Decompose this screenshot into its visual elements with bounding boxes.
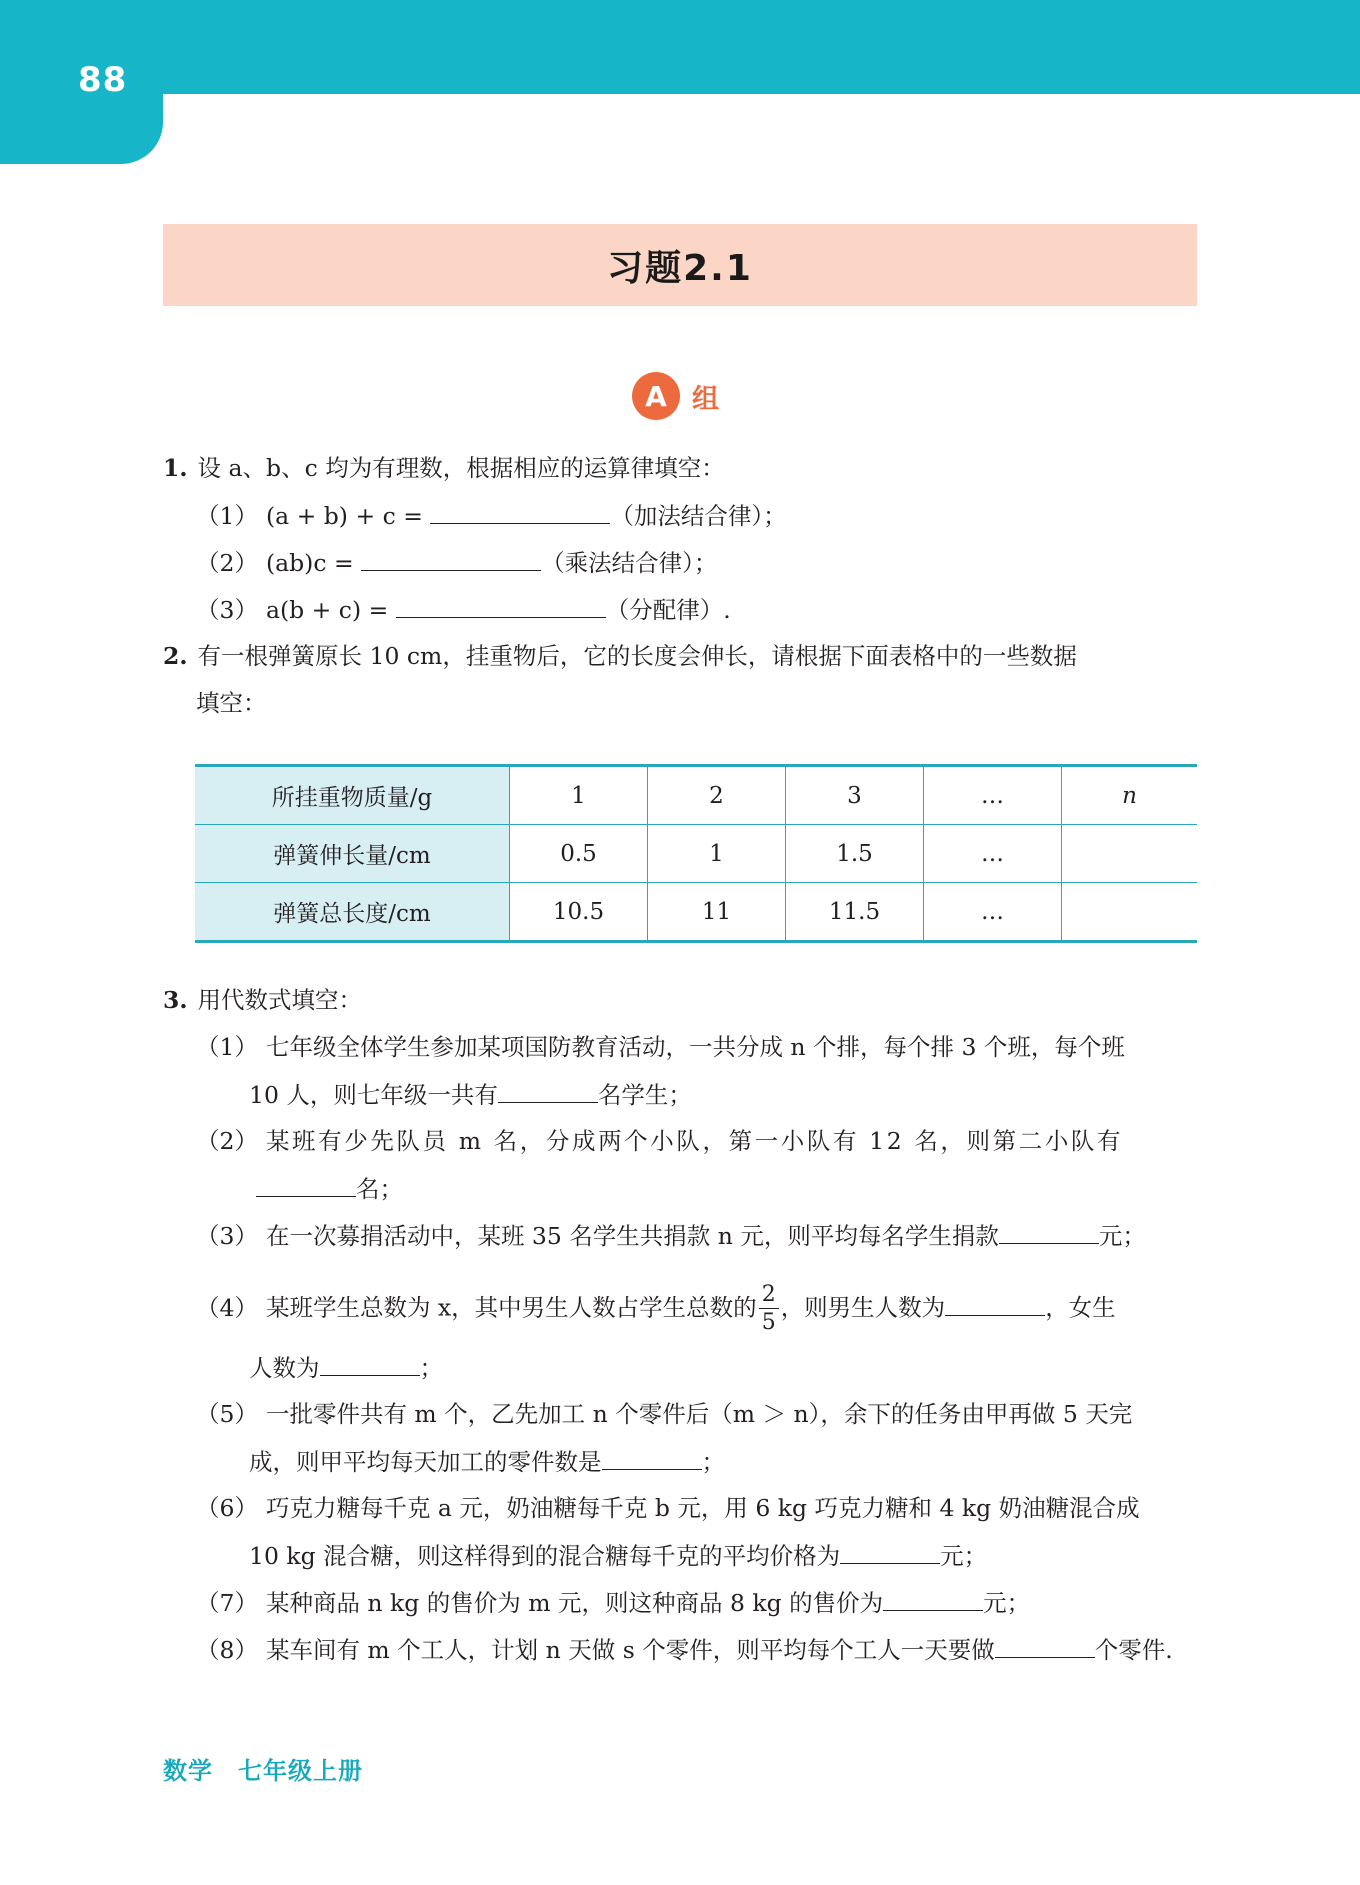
q3-item-5 (196, 1398, 1132, 1430)
q1-item-3 (196, 593, 731, 626)
q3-item-5-text: 一批零件共有 m 个，乙先加工 n 个零件后（m ＞ n），余下的任务由甲再做 5 天完 (265, 1400, 1133, 1428)
page-number: 88 (78, 60, 128, 100)
q3-item-1-text: 七年级全体学生参加某项国防教育活动，一共分成 n 个排，每个排 3 个班，每个班 (265, 1033, 1125, 1061)
q1-item-1-law: （加法结合律）； (610, 502, 787, 530)
answer-blank[interactable] (361, 546, 541, 571)
table-row (195, 825, 1197, 883)
q1-item-1-label: （1） (196, 502, 258, 530)
table-cell: … (924, 766, 1062, 825)
answer-blank[interactable] (256, 1172, 356, 1197)
q3-number: 3. (163, 986, 188, 1014)
table-cell: 11.5 (786, 883, 924, 942)
q1-stem (163, 452, 725, 484)
q3-item-2-text2: 名； (356, 1175, 403, 1203)
q1-item-2-law: （乘法结合律）； (541, 549, 718, 577)
q1-item-1-expr: (a + b) + c = (265, 502, 423, 530)
q3-item-1-cont (249, 1078, 692, 1111)
q1-item-1 (196, 499, 787, 532)
q3-item-5-label: （5） (196, 1400, 258, 1428)
q2-number: 2. (163, 642, 188, 670)
q3-item-2-text: 某班有少先队员 m 名，分成两个小队，第一小队有 12 名，则第二小队有 (265, 1127, 1124, 1155)
answer-blank[interactable] (430, 499, 610, 524)
answer-blank[interactable] (498, 1078, 598, 1103)
q1-text: 设 a、b、c 均为有理数，根据相应的运算律填空： (197, 454, 725, 482)
exercise-title-bar (163, 224, 1197, 306)
table-cell: … (924, 883, 1062, 942)
table-cell: 3 (786, 766, 924, 825)
q2-stem-cont: 填空： (196, 689, 267, 717)
exercise-title: 习题2.1 (607, 247, 753, 289)
q3-item-6-cont (249, 1539, 987, 1572)
q3-item-1-text3: 名学生； (597, 1081, 692, 1109)
q3-item-4-text4: 人数为 (249, 1354, 320, 1382)
q1-item-2-expr: (ab)c = (265, 549, 354, 577)
table-cell: n (1062, 766, 1198, 825)
spring-data-table (195, 764, 1197, 943)
q3-item-3 (196, 1219, 1146, 1252)
table-cell: 0.5 (510, 825, 648, 883)
answer-blank[interactable] (999, 1219, 1099, 1244)
answer-cell[interactable] (1062, 883, 1198, 942)
table-cell: 1 (648, 825, 786, 883)
fraction-numerator: 2 (759, 1284, 779, 1309)
q3-item-8 (196, 1633, 1173, 1666)
q3-item-6-text3: 元； (940, 1542, 988, 1570)
table-cell: 2 (648, 766, 786, 825)
answer-blank[interactable] (883, 1586, 983, 1611)
q3-item-8-text: 某车间有 m 个工人，计划 n 天做 s 个零件，则平均每个工人一天要做 (265, 1636, 995, 1664)
q3-item-6-label: （6） (196, 1494, 258, 1522)
group-label: 组 (692, 383, 719, 415)
q3-item-5-cont (249, 1445, 725, 1478)
fraction (759, 1284, 779, 1334)
q3-item-4-text5: ； (419, 1354, 443, 1382)
q3-item-4-text: 某班学生总数为 x，其中男生人数占学生总数的 (265, 1293, 757, 1322)
q3-item-7-label: （7） (196, 1589, 258, 1617)
answer-blank[interactable] (320, 1351, 420, 1376)
q3-item-7-text2: 元； (983, 1589, 1031, 1617)
q3-stem (163, 984, 362, 1016)
table-cell: 11 (648, 883, 786, 942)
q1-item-2-label: （2） (196, 549, 258, 577)
book-footer: 数学 七年级上册 (163, 1757, 363, 1785)
q3-item-2-label: （2） (196, 1127, 258, 1155)
q1-item-3-label: （3） (196, 596, 258, 624)
q3-item-6-text2: 10 kg 混合糖，则这样得到的混合糖每千克的平均价格为 (249, 1542, 841, 1570)
q3-item-3-label: （3） (196, 1222, 258, 1250)
q3-item-5-text2: 成，则甲平均每天加工的零件数是 (249, 1448, 602, 1476)
answer-blank[interactable] (602, 1445, 702, 1470)
answer-blank[interactable] (396, 593, 606, 618)
answer-blank[interactable] (995, 1633, 1095, 1658)
q3-item-3-text: 在一次募捐活动中，某班 35 名学生共捐款 n 元，则平均每名学生捐款 (265, 1222, 999, 1250)
group-heading (632, 372, 719, 420)
q2-stem (163, 640, 1077, 672)
fraction-denominator: 5 (761, 1310, 776, 1335)
answer-cell[interactable] (1062, 825, 1198, 883)
table-cell: 1 (510, 766, 648, 825)
q3-text: 用代数式填空： (197, 986, 363, 1014)
group-badge-icon: A (632, 372, 680, 420)
table-cell: … (924, 825, 1062, 883)
q3-item-8-text2: 个零件. (1094, 1636, 1173, 1664)
table-cell: 10.5 (510, 883, 648, 942)
table-row (195, 883, 1197, 942)
q3-item-4-cont (249, 1351, 443, 1384)
q1-number: 1. (163, 454, 188, 482)
q3-item-1-label: （1） (196, 1033, 258, 1061)
q3-item-7-text: 某种商品 n kg 的售价为 m 元，则这种商品 8 kg 的售价为 (265, 1589, 884, 1617)
table-cell: 1.5 (786, 825, 924, 883)
answer-blank[interactable] (840, 1539, 940, 1564)
q3-item-4 (196, 1284, 1116, 1334)
q3-item-1 (196, 1031, 1125, 1063)
row-header: 弹簧总长度/cm (195, 883, 510, 942)
q3-item-8-label: （8） (196, 1636, 258, 1664)
q3-item-3-text2: 元； (1098, 1222, 1146, 1250)
q3-item-6-text: 巧克力糖每千克 a 元，奶油糖每千克 b 元，用 6 kg 巧克力糖和 4 kg 奶油糖混合成 (265, 1494, 1140, 1522)
q2-text-line1: 有一根弹簧原长 10 cm，挂重物后，它的长度会伸长，请根据下面表格中的一些数据 (197, 642, 1077, 670)
row-header: 所挂重物质量/g (195, 766, 510, 825)
q3-item-7 (196, 1586, 1030, 1619)
q3-item-4-label: （4） (196, 1293, 258, 1322)
header-band (0, 0, 1360, 94)
q3-item-2-cont (256, 1172, 403, 1205)
q3-item-5-text3: ； (701, 1448, 725, 1476)
q3-item-1-text2: 10 人，则七年级一共有 (249, 1081, 498, 1109)
row-header: 弹簧伸长量/cm (195, 825, 510, 883)
q3-item-6 (196, 1492, 1140, 1524)
q3-item-4-text2: ，则男生人数为 (780, 1293, 946, 1322)
q3-item-2 (196, 1125, 1123, 1157)
table-row (195, 766, 1197, 825)
q1-item-3-expr: a(b + c) = (265, 596, 389, 624)
q1-item-2 (196, 546, 717, 579)
q3-item-4-text3: ，女生 (1045, 1293, 1116, 1322)
answer-blank[interactable] (945, 1291, 1045, 1316)
q1-item-3-law: （分配律）. (605, 596, 731, 624)
